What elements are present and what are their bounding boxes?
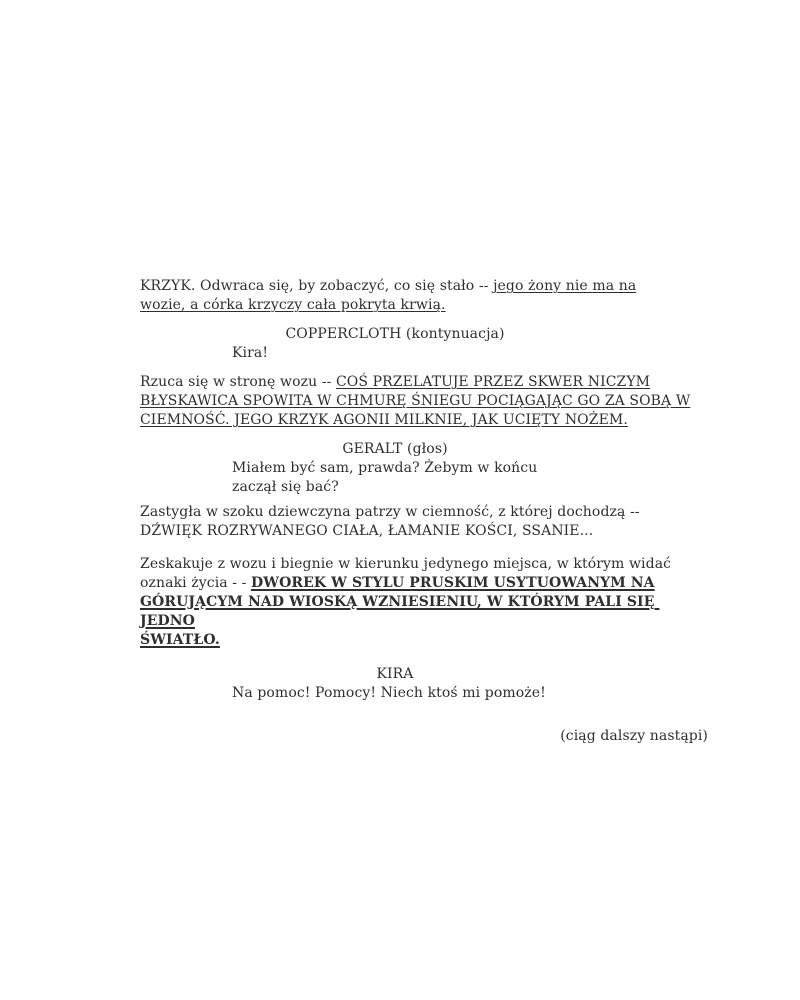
script-text-segment: Na pomoc! Pomocy! Niech ktoś mi pomoże!: [232, 685, 546, 701]
script-line: [232, 459, 708, 478]
script-line: [140, 631, 708, 650]
script-line: [140, 373, 708, 392]
script-line: [140, 555, 708, 574]
script-text-segment: DŹWIĘK ROZRYWANEGO CIAŁA, ŁAMANIE KOŚCI, SSANIE...: [140, 523, 594, 539]
script-text-segment: ŚWIATŁO.: [140, 632, 220, 648]
action-paragraph: [140, 277, 708, 315]
script-text-segment: COPPERCLOTH (kontynuacja): [285, 326, 505, 342]
script-line: [140, 593, 708, 631]
script-text-segment: GÓRUJĄCYM NAD WIOSKĄ WZNIESIENIU, W KTÓRYM PALI SIĘ JEDNO: [140, 594, 660, 629]
script-line: [140, 574, 708, 593]
script-text-segment: oznaki życia - -: [140, 575, 252, 591]
script-text-segment: BŁYSKAWICA SPOWITA W CHMURĘ ŚNIEGU POCIĄGAJĄC GO ZA SOBĄ W: [140, 393, 691, 409]
script-text-segment: jego żony nie ma na: [493, 278, 637, 294]
script-text-segment: DWOREK W STYLU PRUSKIM USYTUOWANYM NA: [251, 575, 655, 591]
script-line: [140, 522, 708, 541]
script-text-segment: wozie, a córka krzyczy cała pokryta krwią.: [140, 297, 446, 313]
script-line: [140, 665, 650, 684]
character-cue: [140, 665, 650, 684]
dialogue-block: [140, 684, 708, 703]
action-paragraph: [140, 503, 708, 541]
script-line: [232, 344, 708, 363]
script-text-segment: CIEMNOŚĆ. JEGO KRZYK AGONII MILKNIE, JAK UCIĘTY NOŻEM.: [140, 412, 628, 428]
character-cue: [140, 440, 650, 459]
script-text-segment: Rzuca się w stronę wozu --: [140, 374, 336, 390]
script-text-segment: KRZYK. Odwraca się, by zobaczyć, co się stało --: [140, 278, 494, 294]
script-text-segment: (ciąg dalszy nastąpi): [560, 728, 708, 744]
script-line: [140, 296, 708, 315]
script-text-segment: Kira!: [232, 345, 269, 361]
dialogue-block: [140, 459, 708, 497]
script-column: [140, 277, 708, 746]
script-text-segment: COŚ PRZELATUJE PRZEZ SKWER NICZYM: [335, 374, 651, 390]
script-text-segment: GERALT (głos): [342, 441, 448, 457]
action-paragraph: [140, 555, 708, 650]
continuation-note: [140, 727, 708, 746]
script-line: [140, 411, 708, 430]
script-line: [140, 277, 708, 296]
script-text-segment: Miałem być sam, prawda? Żebym w końcu: [232, 460, 538, 476]
script-line: [140, 503, 708, 522]
script-line: [140, 440, 650, 459]
script-line: [232, 478, 708, 497]
script-text-segment: KIRA: [376, 666, 414, 682]
character-cue: [140, 325, 650, 344]
script-line: [140, 325, 650, 344]
script-text-segment: zaczął się bać?: [232, 479, 339, 495]
script-line: [140, 727, 708, 746]
script-line: [140, 392, 708, 411]
script-text-segment: Zeskakuje z wozu i biegnie w kierunku jedynego miejsca, w którym widać: [140, 556, 672, 572]
dialogue-block: [140, 344, 708, 363]
action-paragraph: [140, 373, 708, 430]
script-line: [232, 684, 708, 703]
script-text-segment: Zastygła w szoku dziewczyna patrzy w ciemność, z której dochodzą --: [140, 504, 640, 520]
